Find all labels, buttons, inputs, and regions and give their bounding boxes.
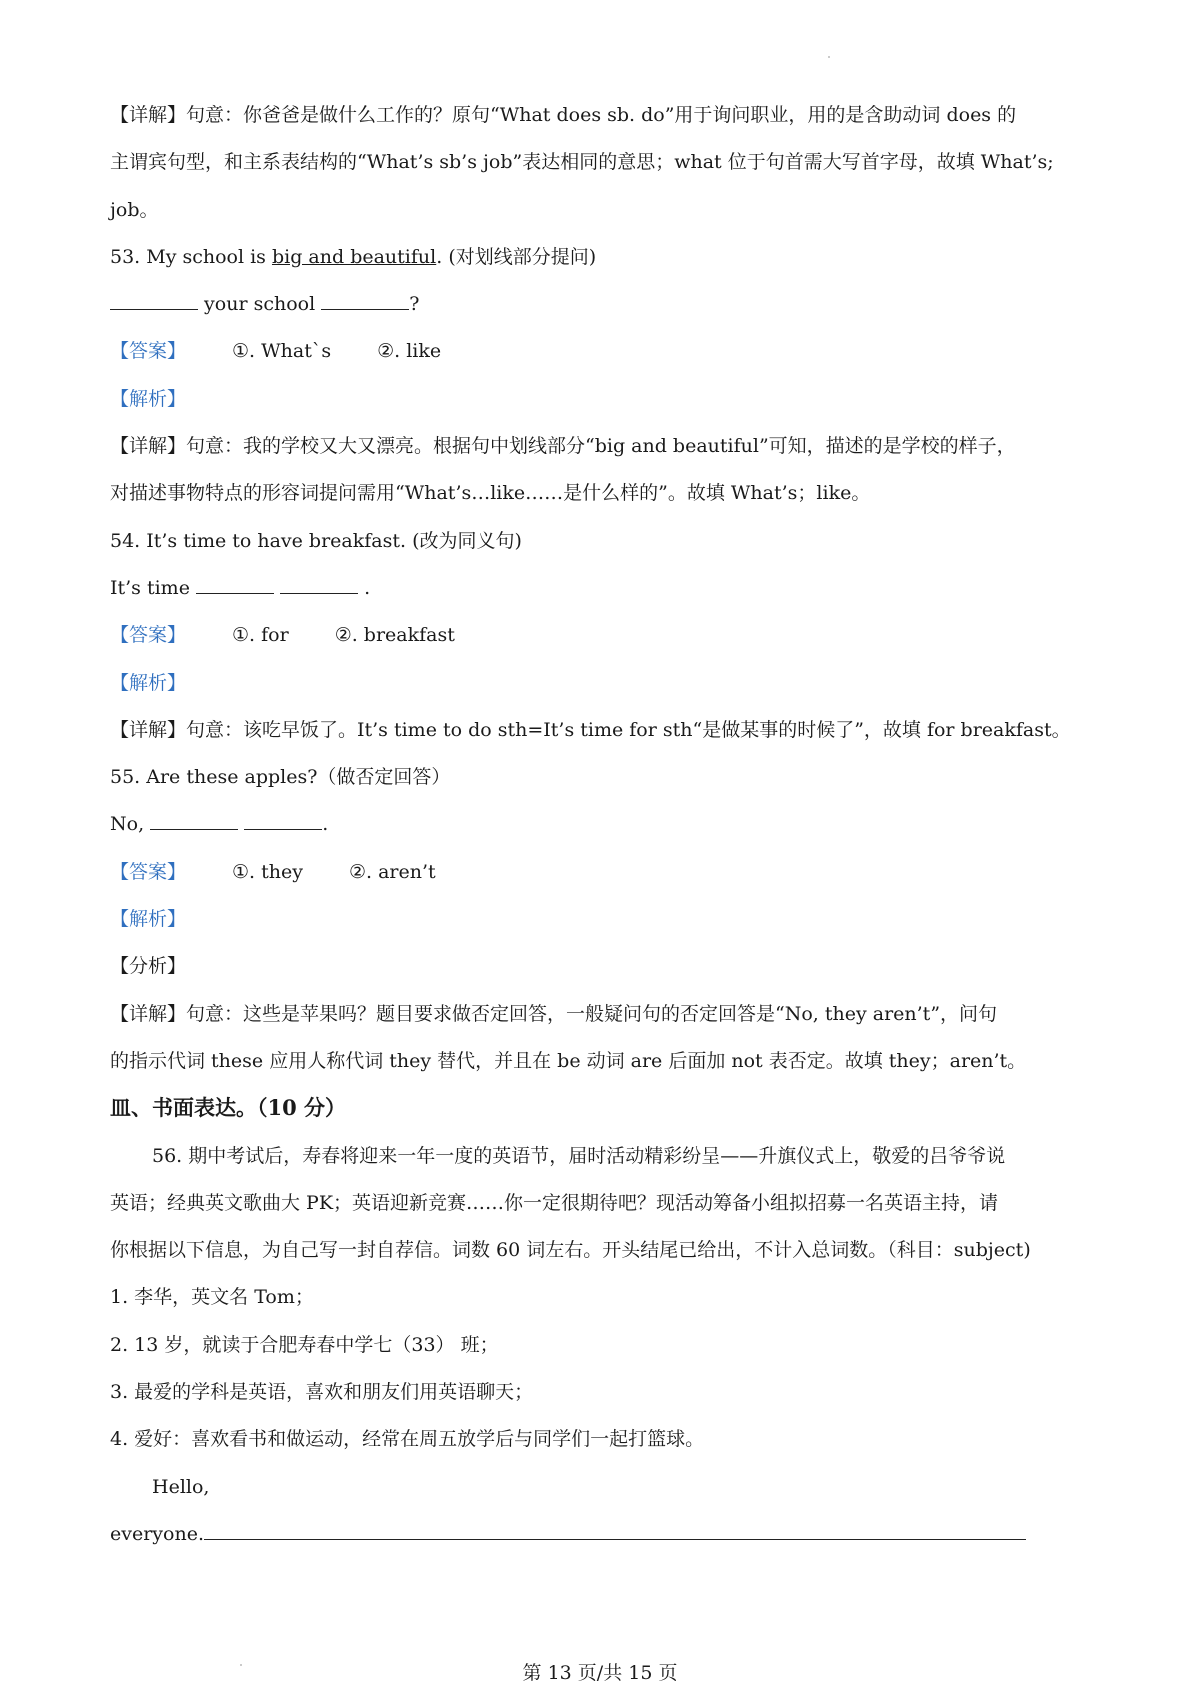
answer-blank[interactable]	[280, 573, 358, 594]
answer-1: ①. What`s	[232, 340, 332, 363]
answer-2: ②. aren’t	[348, 860, 436, 883]
answer-1: ①. they	[232, 860, 303, 883]
letter-writing-line: everyone.	[110, 1517, 1100, 1564]
q56-info-item: 4. 爱好：喜欢看书和做运动，经常在周五放学后与同学们一起打篮球。	[110, 1428, 705, 1451]
analysis-label: 【解析】	[110, 908, 187, 931]
q54-question: 54. It’s time to have breakfast. (改为同义句)	[110, 529, 522, 552]
q53-answer	[110, 334, 1100, 381]
fenxi-label: 【分析】	[110, 955, 187, 978]
answer-blank[interactable]	[321, 289, 409, 310]
section-heading: 皿、书面表达。（10 分）	[110, 1095, 347, 1121]
answer-blank[interactable]	[110, 289, 198, 310]
q53-underlined-part: big and beautiful	[271, 245, 437, 268]
q55-detail-line: 的指示代词 these 应用人称代词 they 替代，并且在 be 动词 are 后面加 not 表否定。故填 they；aren’t。	[110, 1049, 1027, 1072]
answer-blank[interactable]	[244, 809, 322, 830]
answer-label: 【答案】	[110, 860, 187, 883]
answer-blank[interactable]	[196, 573, 274, 594]
q54-fill-line: It’s time .	[110, 571, 1100, 618]
answer-1: ①. for	[232, 624, 289, 647]
q52-detail-line: job。	[110, 198, 159, 221]
q56-prompt-line: 你根据以下信息，为自己写一封自荐信。词数 60 词左右。开头结尾已给出，不计入总词数。（科目：subject)	[110, 1239, 1031, 1262]
analysis-label: 【解析】	[110, 387, 187, 410]
q55-question: 55. Are these apples?（做否定回答）	[110, 766, 451, 789]
q54-answer	[110, 618, 1100, 665]
q53-question: 53. My school is big and beautiful. (对划线部分提问)	[110, 245, 597, 268]
answer-2: ②. breakfast	[334, 624, 455, 647]
letter-greeting: Hello,	[152, 1475, 210, 1498]
q56-info-item: 3. 最爱的学科是英语，喜欢和朋友们用英语聊天；	[110, 1381, 534, 1404]
answer-2: ②. like	[377, 340, 442, 363]
answer-label: 【答案】	[110, 340, 187, 363]
q52-detail-line: 主谓宾句型，和主系表结构的“What’s sb’s job”表达相同的意思；what 位于句首需大写首字母，故填 What’s;	[110, 151, 1054, 174]
answer-blank[interactable]	[150, 809, 238, 830]
analysis-label: 【解析】	[110, 671, 187, 694]
q52-detail-line: 【详解】句意：你爸爸是做什么工作的？原句“What does sb. do”用于询问职业，用的是含助动词 does 的	[110, 104, 1017, 126]
q53-detail-line: 【详解】句意：我的学校又大又漂亮。根据句中划线部分“big and beautiful”可知，描述的是学校的样子，	[110, 435, 1016, 458]
q55-fill-line: No, .	[110, 807, 1100, 854]
q53-fill-line: your school ?	[110, 287, 1100, 334]
q56-info-item: 2. 13 岁，就读于合肥寿春中学七（33） 班；	[110, 1333, 499, 1356]
q55-detail-line: 【详解】句意：这些是苹果吗？题目要求做否定回答，一般疑问句的否定回答是“No, they aren’t”，问句	[110, 1002, 998, 1025]
q56-info-item: 1. 李华，英文名 Tom；	[110, 1286, 314, 1309]
q54-detail-line: 【详解】句意：该吃早饭了。It’s time to do sth=It’s time for sth“是做某事的时候了”，故填 for breakfast。	[110, 718, 1071, 741]
writing-blank[interactable]	[204, 1519, 1026, 1540]
q55-answer	[110, 855, 1100, 902]
page-content	[110, 98, 1100, 1564]
q56-prompt-line: 56. 期中考试后，寿春将迎来一年一度的英语节，届时活动精彩纷呈——升旗仪式上，敬爱的吕爷爷说	[152, 1144, 1006, 1167]
q56-prompt-line: 英语；经典英文歌曲大 PK；英语迎新竞赛……你一定很期待吧？现活动筹备小组拟招募一名英语主持，请	[110, 1191, 999, 1214]
answer-label: 【答案】	[110, 624, 187, 647]
page-number: 第 13 页/共 15 页	[522, 1662, 678, 1684]
q53-detail-line: 对描述事物特点的形容词提问需用“What’s…like……是什么样的”。故填 What’s；like。	[110, 482, 871, 505]
scan-speck	[828, 56, 830, 58]
